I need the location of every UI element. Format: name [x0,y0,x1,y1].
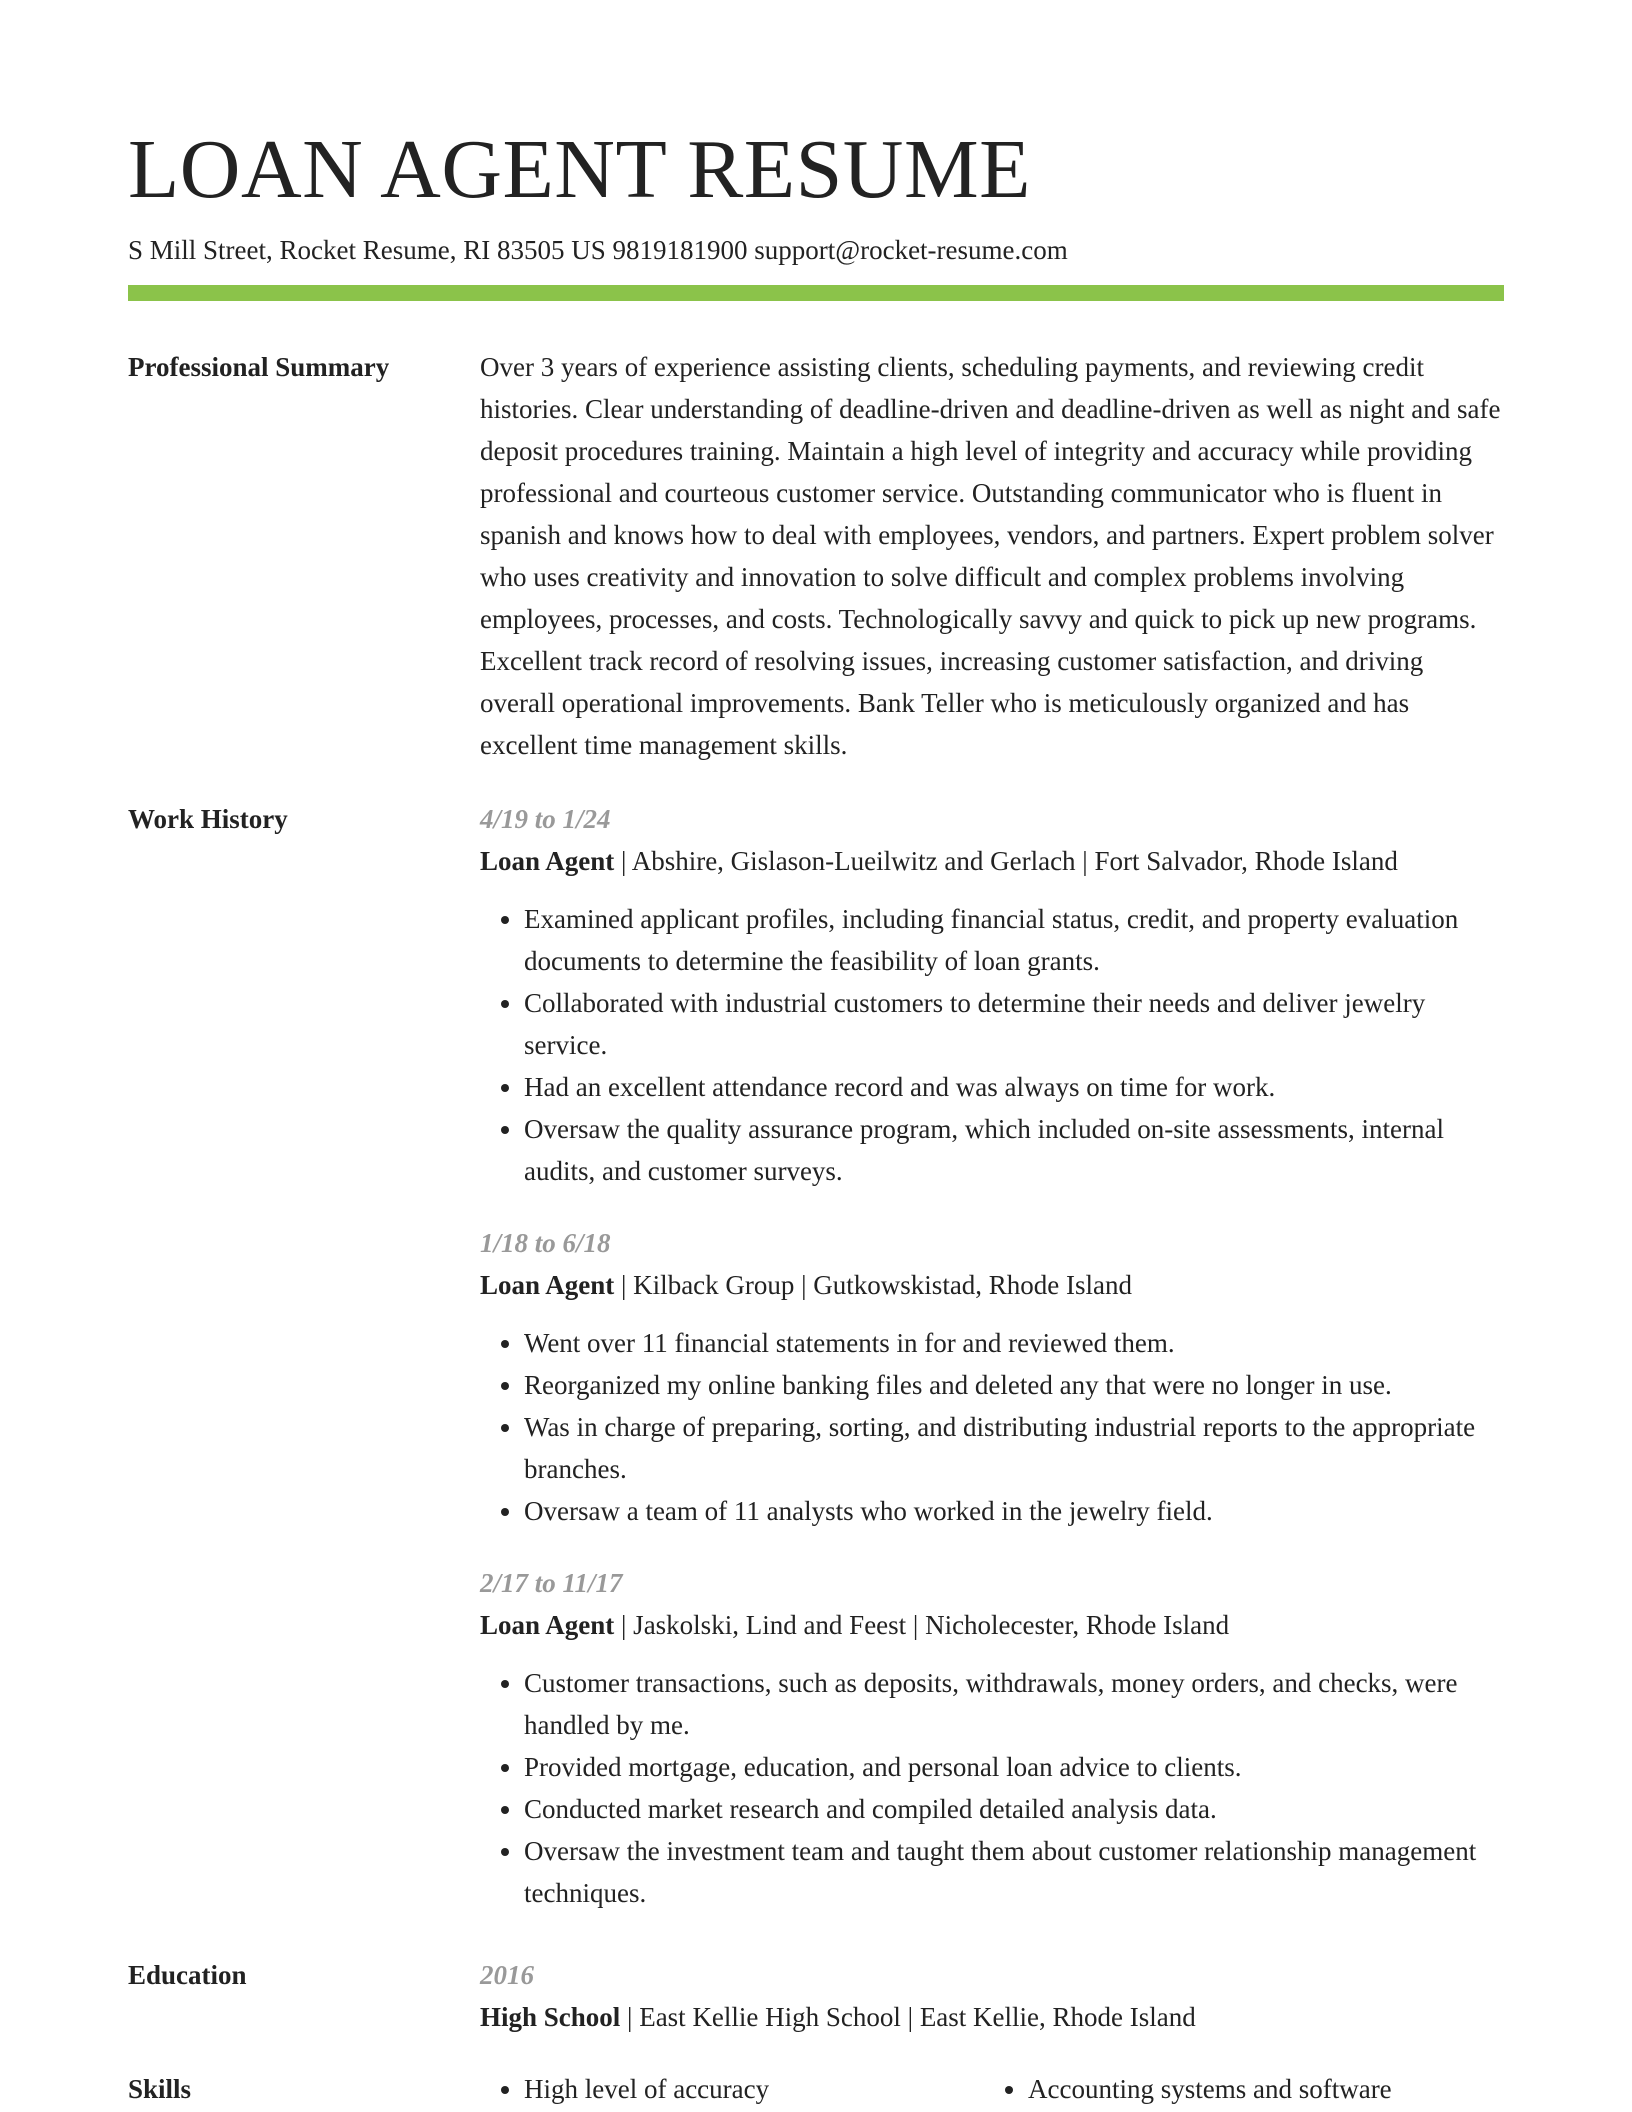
job-details: | Abshire, Gislason-Lueilwitz and Gerlach | Fort Salvador, Rhode Island [614,846,1398,876]
skills-body [480,2068,1504,2110]
job-entry [480,1222,1504,1532]
summary-text: Over 3 years of experience assisting clients, scheduling payments, and reviewing credit histories. Clear understanding of deadline-driven and deadline-driven as well as night and safe deposit procedures training. Maintain a high level of integrity and accuracy while providing professional and courteous customer service. Outstanding communicator who is fluent in spanish and knows how to deal with employees, vendors, and partners. Expert problem solver who uses creativity and innovation to solve difficult and complex problems involving employees, processes, and costs. Technologically savvy and quick to pick up new programs. Excellent track record of resolving issues, increasing customer satisfaction, and driving overall operational improvements. Bank Teller who is meticulously organized and has excellent time management skills. [480,352,1501,760]
job-line [480,1604,1504,1646]
education-details: | East Kellie High School | East Kellie, Rhode Island [620,2002,1196,2032]
job-bullet: • Oversaw the investment team and taught them about customer relationship management techniques. [524,1830,1504,1914]
work-history-body [480,798,1504,1944]
job-bullet: • Went over 11 financial statements in for and reviewed them. [524,1322,1504,1364]
resume-title: LOAN AGENT RESUME [128,123,1031,216]
job-bullets [480,1662,1504,1914]
work-history-label: Work History [128,804,288,834]
job-dates: 4/19 to 1/24 [480,804,611,834]
skills-list-left [480,2068,984,2110]
job-bullet: • Provided mortgage, education, and personal loan advice to clients. [524,1746,1504,1788]
skill-item: • Accounting systems and software [1028,2068,1488,2110]
job-bullet: • Collaborated with industrial customers to determine their needs and deliver jewelry service. [524,982,1504,1066]
job-title: Loan Agent [480,1270,615,1300]
job-line [480,840,1504,882]
job-bullet: • Reorganized my online banking files and deleted any that were no longer in use. [524,1364,1504,1406]
job-title: Loan Agent [480,846,615,876]
education-line [480,1996,1504,2038]
accent-divider [128,285,1504,301]
skills-label: Skills [128,2074,192,2104]
summary-body [480,346,1504,766]
skills-columns [480,2068,1504,2110]
summary-label: Professional Summary [128,352,390,382]
job-bullet: • Oversaw the quality assurance program, which included on-site assessments, internal audits, and customer surveys. [524,1108,1504,1192]
job-entry [480,798,1504,1192]
job-title: Loan Agent [480,1610,615,1640]
skills-list-right [984,2068,1488,2110]
job-bullets [480,1322,1504,1532]
job-bullet: • Had an excellent attendance record and was always on time for work. [524,1066,1504,1108]
job-details: | Kilback Group | Gutkowskistad, Rhode Island [614,1270,1133,1300]
job-bullet: • Was in charge of preparing, sorting, and distributing industrial reports to the appropriate branches. [524,1406,1504,1490]
job-entry [480,1562,1504,1914]
job-bullet: • Oversaw a team of 11 analysts who worked in the jewelry field. [524,1490,1504,1532]
job-dates: 1/18 to 6/18 [480,1228,611,1258]
job-line [480,1264,1504,1306]
education-dates: 2016 [480,1960,534,1990]
education-body [480,1954,1504,2038]
job-dates: 2/17 to 11/17 [480,1568,623,1598]
contact-line: S Mill Street, Rocket Resume, RI 83505 US 9819181900 support@rocket-resume.com [128,235,1068,265]
job-bullet: • Conducted market research and compiled detailed analysis data. [524,1788,1504,1830]
skill-item: • High level of accuracy [524,2068,984,2110]
job-bullets [480,898,1504,1192]
education-title: High School [480,2002,621,2032]
job-bullet: • Examined applicant profiles, including financial status, credit, and property evaluation documents to determine the feasibility of loan grants. [524,898,1504,982]
job-bullet: • Customer transactions, such as deposits, withdrawals, money orders, and checks, were handled by me. [524,1662,1504,1746]
job-details: | Jaskolski, Lind and Feest | Nicholecester, Rhode Island [614,1610,1230,1640]
education-label: Education [128,1960,247,1990]
